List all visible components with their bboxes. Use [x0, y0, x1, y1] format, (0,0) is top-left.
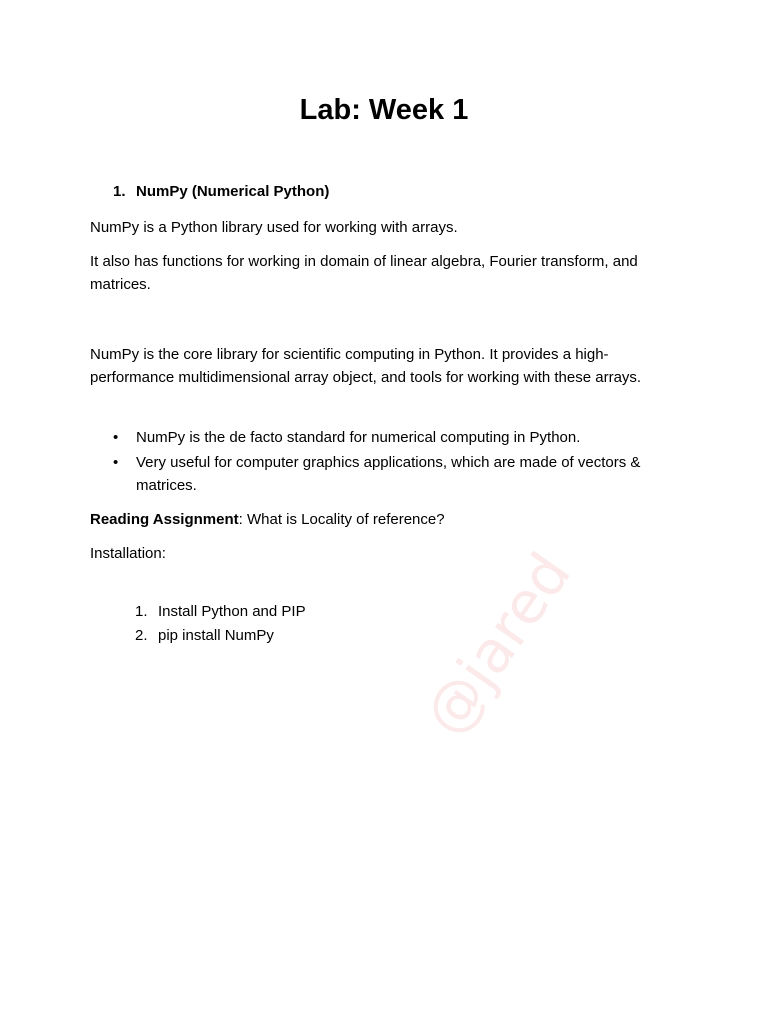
step-number: 1. — [135, 603, 148, 620]
installation-label: Installation: — [90, 545, 166, 562]
bullet-list — [113, 426, 683, 499]
reading-assignment — [90, 508, 445, 531]
paragraph-functions: It also has functions for working in domain of linear algebra, Fourier transform, and matrices. — [90, 253, 638, 293]
step-text: Install Python and PIP — [158, 603, 306, 620]
reading-assignment-label: Reading Assignment — [90, 511, 239, 528]
section-heading — [113, 183, 329, 200]
step-number: 2. — [135, 627, 148, 644]
bullet-icon: • — [113, 429, 119, 446]
list-item — [113, 426, 683, 449]
bullet-icon: • — [113, 454, 119, 471]
paragraph-intro: NumPy is a Python library used for working with arrays. — [90, 219, 458, 236]
reading-assignment-text: : What is Locality of reference? — [238, 511, 445, 528]
list-item — [135, 624, 306, 648]
install-steps — [135, 600, 306, 648]
watermark: @jared — [410, 540, 584, 748]
step-text: pip install NumPy — [158, 627, 274, 644]
list-item — [135, 600, 306, 624]
page-title: Lab: Week 1 — [299, 94, 469, 126]
bullet-text: NumPy is the de facto standard for numerical computing in Python. — [136, 429, 581, 446]
bullet-text: Very useful for computer graphics applications, which are made of vectors & matrices. — [136, 454, 641, 494]
section-number: 1. — [113, 183, 126, 200]
section-heading-text: NumPy (Numerical Python) — [136, 183, 330, 200]
paragraph-core-library: NumPy is the core library for scientific computing in Python. It provides a high-performance multidimensional array object, and tools for working with these arrays. — [90, 346, 642, 386]
list-item — [113, 451, 683, 497]
